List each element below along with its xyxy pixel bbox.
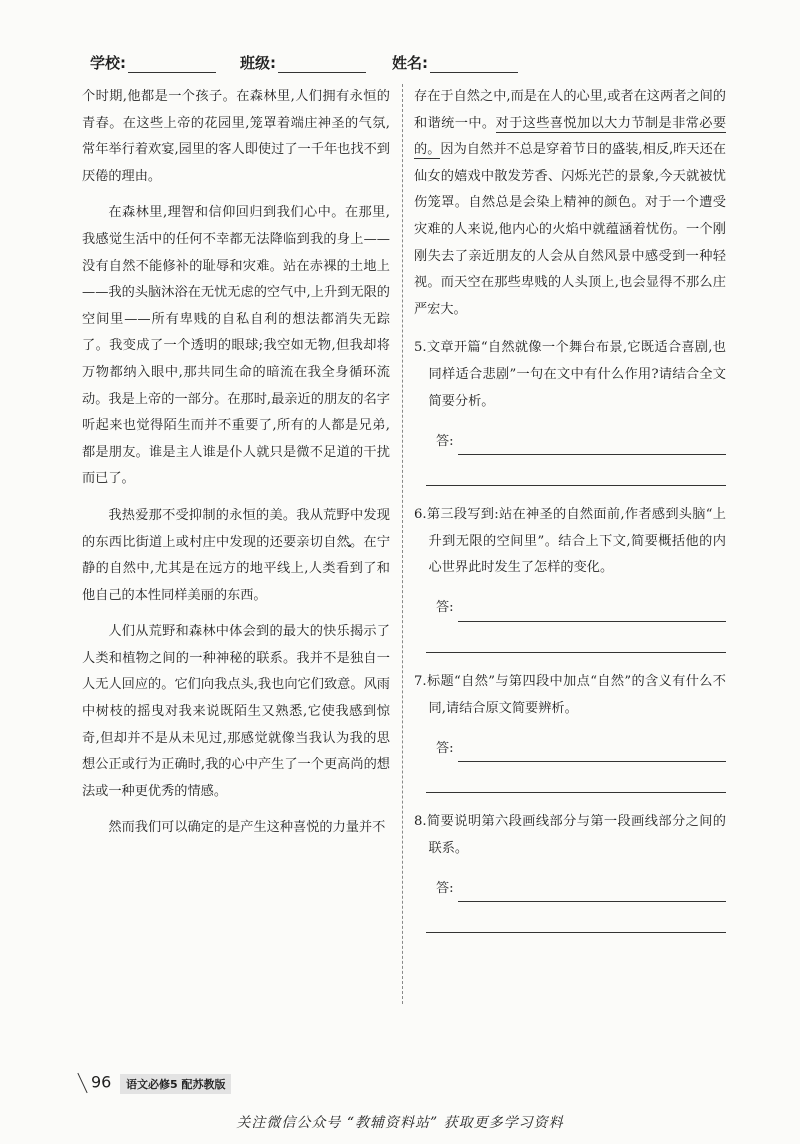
question-5 — [414, 335, 726, 486]
paragraph: 在森林里,理智和信仰回归到我们心中。在那里,我感觉生活中的任何不幸都无法降临到我的身上——没有自然不能修补的耻辱和灾难。站在赤裸的土地上——我的头脑沐浴在无忧无虑的空气中,上升到无限的空间里——所有卑贱的自私自利的想法都消失无踪了。我变成了一个透明的眼球;我空如无物,但我却将万物都纳入眼中,那共同生命的暗流在我全身循环流动。我是上帝的一部分。在那时,最亲近的朋友的名字听起来也觉得陌生而并不重要了,所有的人都是兄弟,都是朋友。谁是主人谁是仆人就只是微不足道的干扰而已了。 — [82, 205, 390, 487]
right-column — [414, 84, 726, 949]
question-text: 8.简要说明第六段画线部分与第一段画线部分之间的联系。 — [414, 814, 726, 856]
paragraph: 人们从荒野和森林中体会到的最大的快乐揭示了人类和植物之间的一种神秘的联系。我并不是独自一人无人回应的。它们向我点头,我也向它们致意。风雨中树枝的摇曳对我来说既陌生又熟悉,它使我感到惊奇,但却并不是从未见过,那感觉就像当我认为我的思想公正或行为正确时,我的心中产生了一个更高尚的想法或一种更优秀的情感。 — [82, 624, 390, 799]
left-column — [82, 84, 390, 852]
name-blank — [430, 54, 518, 73]
answer-line[interactable] — [426, 622, 726, 653]
answer-label: 答: — [436, 740, 454, 756]
question-text: 5.文章开篇“自然就像一个舞台布景,它既适合喜剧,也同样适合悲剧”一句在文中有什么作用?请结合全文简要分析。 — [414, 340, 726, 409]
answer-line[interactable] — [436, 736, 726, 762]
paragraph-text: 。在宁静的自然中,尤其是在远方的地平线上,人类看到了和他自己的本性同样美丽的东西。 — [82, 534, 391, 603]
paragraph-text: 我热爱那不受抑制的永恒的美。我从荒野中发现的东西比街道上或村庄中发现的还要亲切 — [82, 507, 390, 550]
answer-line[interactable] — [426, 455, 726, 486]
question-8 — [414, 809, 726, 933]
class-label: 班级: — [240, 54, 276, 72]
question-7 — [414, 669, 726, 793]
watermark-text: 关注微信公众号 “教辅资料站” 获取更多学习资料 — [236, 1115, 564, 1131]
answer-label: 答: — [436, 433, 454, 449]
answer-label: 答: — [436, 600, 454, 616]
paragraph: 然而我们可以确定的是产生这种喜悦的力量并不 — [108, 820, 386, 836]
answer-line[interactable] — [436, 429, 726, 455]
paragraph-text: 因为自然并不总是穿着节日的盛装,相反,昨天还在仙女的嬉戏中散发芳香、闪烁光芒的景象,今天就被忧伤笼罩。自然总是会染上精神的颜色。对于一个遭受灾难的人来说,他内心的火焰中就蕴涵着忧伤。一个刚刚失去了亲近朋友的人会从自然风景中感受到一种轻视。而天空在那些卑贱的人头顶上,也会显得不那么庄严宏大。 — [414, 142, 726, 317]
answer-line[interactable] — [426, 902, 726, 933]
student-info-header — [90, 52, 710, 78]
question-text: 7.标题“自然”与第四段中加点“自然”的含义有什么不同,请结合原文简要辨析。 — [414, 673, 726, 716]
answer-line[interactable] — [426, 762, 726, 793]
paragraph-text: 存在于自然之中,而是在人的心里,或者在这两者之间的和谐统一中。 — [414, 89, 726, 131]
emphasis-dotted-word: 自然 — [323, 534, 351, 550]
answer-line[interactable] — [436, 876, 726, 902]
answer-line[interactable] — [436, 596, 726, 622]
paragraph — [414, 84, 726, 323]
page-number: 96 — [82, 1072, 111, 1094]
slash-decoration — [77, 1073, 87, 1093]
underlined-sentence: 对于这些喜悦加以大力节制是非常必要的。 — [414, 115, 727, 158]
paragraph — [82, 503, 390, 609]
school-blank — [128, 54, 216, 73]
paragraph: 个时期,他都是一个孩子。在森林里,人们拥有永恒的青春。在这些上帝的花园里,笼罩着端庄神圣的气氛,常年举行着欢宴,园里的客人即使过了一千年也找不到厌倦的理由。 — [82, 89, 390, 184]
question-text: 6.第三段写到:站在神圣的自然面前,作者感到头脑“上升到无限的空间里”。结合上下文,简要概括他的内心世界此时发生了怎样的变化。 — [414, 507, 726, 576]
name-label: 姓名: — [392, 54, 428, 72]
class-blank — [278, 54, 366, 73]
question-6 — [414, 502, 726, 653]
answer-label: 答: — [436, 880, 454, 896]
class-field — [240, 52, 366, 73]
school-label: 学校: — [90, 54, 126, 72]
name-field — [392, 52, 518, 73]
book-title: 语文必修5 配苏教版 — [120, 1074, 231, 1094]
school-field — [90, 52, 216, 73]
column-divider — [402, 84, 403, 1004]
